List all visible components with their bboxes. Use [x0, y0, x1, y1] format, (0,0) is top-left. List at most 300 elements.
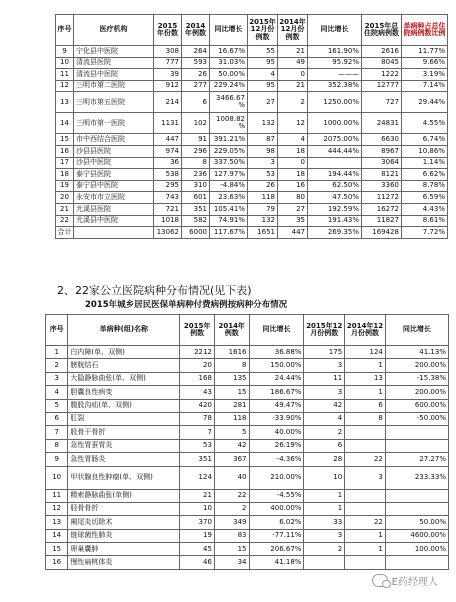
table-cell: 29.44% — [402, 92, 448, 113]
table-cell — [385, 502, 448, 515]
table-cell: 合计 — [56, 227, 74, 239]
table-cell: 7.72% — [402, 227, 448, 239]
table-cell: 8121 — [362, 169, 402, 181]
table-row — [46, 556, 449, 569]
table-cell: 91 — [182, 134, 210, 146]
table-cell: 50.00% — [210, 69, 248, 81]
header-cell: 同比增长 — [385, 315, 448, 346]
table-row — [56, 215, 448, 227]
table-cell: 2 — [278, 92, 308, 113]
table-cell: 19 — [56, 180, 74, 192]
hospital-stats-table — [55, 14, 448, 239]
table-cell — [304, 556, 345, 569]
header-cell: 2015年12月份例数 — [248, 15, 278, 46]
table-cell: 21 — [278, 80, 308, 92]
table-cell: 6 — [46, 412, 68, 425]
table-cell: 2212 — [180, 346, 215, 359]
table-cell: 1651 — [248, 227, 278, 239]
table-cell: -4.55% — [249, 489, 304, 502]
header-cell: 2015年总住院病例数 — [362, 15, 402, 46]
table-cell: 721 — [154, 203, 182, 215]
table-cell: 15 — [56, 134, 74, 146]
table-cell: 0 — [278, 69, 308, 81]
table-row — [46, 529, 449, 542]
table-row — [56, 145, 448, 157]
header-cell: 同比增长 — [249, 315, 304, 346]
table-cell: 41.18% — [249, 556, 304, 569]
table-cell: 9 — [56, 46, 74, 58]
table-cell: 22 — [56, 215, 74, 227]
table-cell: 13062 — [154, 227, 182, 239]
table-cell: 400.00% — [249, 502, 304, 515]
table-cell: 49 — [278, 57, 308, 69]
table-row — [46, 346, 449, 359]
table-cell: 229.05% — [210, 145, 248, 157]
table-cell: 16272 — [362, 203, 402, 215]
table-cell: 19 — [180, 529, 215, 542]
table-cell: 6.59% — [402, 192, 448, 204]
table-cell: 194.44% — [308, 169, 362, 181]
table-cell — [345, 502, 386, 515]
table-cell: 39 — [154, 69, 182, 81]
table-cell: 12 — [46, 502, 68, 515]
table-cell — [345, 439, 386, 452]
table-cell: 132 — [248, 215, 278, 227]
table-row — [46, 453, 449, 466]
table-cell: 1 — [345, 543, 386, 556]
table-cell: 62.50% — [308, 180, 362, 192]
table-cell: 447 — [278, 227, 308, 239]
table-cell: 1616 — [214, 346, 249, 359]
table-cell: 10 — [180, 502, 215, 515]
table-cell: 6 — [182, 92, 210, 113]
table-cell: 腹股沟疝(单、双侧) — [68, 399, 180, 412]
table-cell: 28 — [304, 453, 345, 466]
header-cell: 2014年例数 — [182, 15, 210, 46]
table-cell: 7 — [46, 426, 68, 439]
table-cell: 宁化县中医院 — [74, 46, 154, 58]
table-cell: 16 — [46, 556, 68, 569]
table-cell: 15 — [214, 386, 249, 399]
table-cell: 肛裂 — [68, 412, 180, 425]
table-title: 2015年城乡居民医保单病种付费病例按病种分布情况 — [85, 300, 288, 310]
table-cell: 8967 — [362, 145, 402, 157]
disease-distribution-table — [45, 314, 449, 570]
table-cell: 210.00% — [249, 466, 304, 489]
table-cell: 市中西结合医院 — [74, 134, 154, 146]
table-cell: 14 — [56, 113, 74, 134]
table-cell: 45 — [180, 543, 215, 556]
table-cell: 12777 — [362, 80, 402, 92]
table-cell: 22 — [214, 489, 249, 502]
table-cell — [385, 426, 448, 439]
table-cell: 11.77% — [402, 46, 448, 58]
header-cell: 2014年例数 — [214, 315, 249, 346]
table-cell: 5 — [214, 426, 249, 439]
table-cell: 21 — [278, 46, 308, 58]
table-cell: 20 — [180, 359, 215, 372]
table-cell: 117.67% — [210, 227, 248, 239]
table-cell: 277 — [182, 80, 210, 92]
table-cell: 泰宁县中医院 — [74, 180, 154, 192]
table-cell: -77.11% — [249, 529, 304, 542]
table-header-row — [56, 15, 448, 46]
table-cell: 308 — [154, 46, 182, 58]
table-cell: 4 — [304, 412, 345, 425]
table-row — [46, 386, 449, 399]
table-cell: 6.62% — [402, 169, 448, 181]
table-cell: 2 — [46, 359, 68, 372]
wechat-icon — [372, 574, 388, 587]
table-cell: 974 — [154, 145, 182, 157]
table-cell: 3 — [46, 372, 68, 385]
header-cell: 序号 — [56, 15, 74, 46]
table-cell: 352.38% — [308, 80, 362, 92]
table-cell: 391.21% — [210, 134, 248, 146]
table-cell: 21 — [56, 203, 74, 215]
table-cell: 15 — [46, 543, 68, 556]
table-cell: 47.50% — [308, 192, 362, 204]
table-cell: 泰宁县医院 — [74, 169, 154, 181]
table-cell: 50.00% — [385, 516, 448, 529]
table-cell: 105.41% — [210, 203, 248, 215]
table-cell: 26 — [182, 69, 210, 81]
table-cell — [74, 227, 154, 239]
table-cell: 46 — [180, 556, 215, 569]
table-cell: 337.50% — [210, 157, 248, 169]
table-cell: 1 — [304, 502, 345, 515]
table-cell: 12 — [278, 113, 308, 134]
table-cell: 79 — [248, 203, 278, 215]
table-cell: 233.33% — [385, 466, 448, 489]
table-cell: 2 — [304, 543, 345, 556]
table-cell: 精索静脉曲张(单侧) — [68, 489, 180, 502]
table-cell: ——— — [308, 69, 362, 81]
table-cell: 132 — [248, 113, 278, 134]
table-cell: 349 — [214, 516, 249, 529]
table-cell: 27 — [248, 92, 278, 113]
table-cell: 135 — [214, 372, 249, 385]
table-row — [56, 69, 448, 81]
table-cell: 8045 — [362, 57, 402, 69]
table-cell: 6.02% — [249, 516, 304, 529]
table-cell: 8 — [46, 439, 68, 452]
table-cell: 10 — [56, 57, 74, 69]
table-cell: 27.27% — [385, 453, 448, 466]
table-cell: 清流县中医院 — [74, 69, 154, 81]
table-cell: 胆囊良性病变 — [68, 386, 180, 399]
table-cell: 阑尾炎切除术 — [68, 516, 180, 529]
table-cell: -4.36% — [249, 453, 304, 466]
table-cell: 295 — [154, 180, 182, 192]
table-cell: 1 — [304, 489, 345, 502]
table-cell: 95.92% — [308, 57, 362, 69]
table-cell: 1000.00% — [308, 113, 362, 134]
table-cell: -33.90% — [249, 412, 304, 425]
table-cell: 3.19% — [402, 69, 448, 81]
table-cell: 3064 — [362, 157, 402, 169]
table-cell: 912 — [154, 80, 182, 92]
table-cell: 6 — [304, 439, 345, 452]
table-cell: 200.00% — [385, 386, 448, 399]
table-cell: 6.74% — [402, 134, 448, 146]
header-cell: 2014年12月份例数 — [278, 15, 308, 46]
table-cell: 78 — [180, 412, 215, 425]
table-cell: 236 — [182, 169, 210, 181]
table-cell: 538 — [154, 169, 182, 181]
table-cell: 95 — [248, 57, 278, 69]
table-cell: 200.00% — [385, 359, 448, 372]
table-cell: 727 — [362, 92, 402, 113]
table-cell: 1 — [345, 386, 386, 399]
table-cell: 74.91% — [210, 215, 248, 227]
table-cell: 777 — [154, 57, 182, 69]
section-heading: 2、22家公立医院病种分布情况(见下表) — [57, 284, 252, 297]
table-row — [46, 426, 449, 439]
table-cell: 150.00% — [249, 359, 304, 372]
watermark-text: E药经理人 — [391, 577, 438, 588]
table-cell: 三明市第五医院 — [74, 92, 154, 113]
table-cell: 351 — [180, 453, 215, 466]
table-cell: 601 — [182, 192, 210, 204]
table-cell: 急性胃肠炎 — [68, 453, 180, 466]
table-cell: 49.47% — [249, 399, 304, 412]
table-cell: 3 — [304, 359, 345, 372]
table-cell: 35 — [278, 215, 308, 227]
watermark — [372, 573, 438, 588]
table-cell: 12 — [56, 80, 74, 92]
table-cell: 2075.00% — [308, 134, 362, 146]
table-cell — [308, 157, 362, 169]
table-cell: 31.03% — [210, 57, 248, 69]
table-cell: 214 — [154, 92, 182, 113]
table-cell: 40 — [214, 466, 249, 489]
table-cell: 26.19% — [249, 439, 304, 452]
table-row — [46, 439, 449, 452]
table-cell: 13 — [56, 92, 74, 113]
table-cell: 1250.00% — [308, 92, 362, 113]
table-cell: 2 — [214, 502, 249, 515]
table-row — [46, 489, 449, 502]
table-cell: 3360 — [362, 180, 402, 192]
table-cell: 53 — [180, 439, 215, 452]
table-cell: 6 — [345, 399, 386, 412]
table-row — [46, 412, 449, 425]
table-cell: 36.88% — [249, 346, 304, 359]
table-row — [56, 180, 448, 192]
table-cell: 胫骨骨折 — [68, 502, 180, 515]
table-cell: 168 — [180, 372, 215, 385]
table-row — [56, 92, 448, 113]
table-cell: 351 — [182, 203, 210, 215]
table-cell: 42 — [214, 439, 249, 452]
table-cell: 沙县县医院 — [74, 145, 154, 157]
table-cell: 22 — [345, 453, 386, 466]
table-cell: 34 — [214, 556, 249, 569]
table-cell: 14 — [46, 529, 68, 542]
table-cell: 370 — [180, 516, 215, 529]
table-cell: 1131 — [154, 113, 182, 134]
table-cell: 13 — [345, 372, 386, 385]
table-cell: 7.14% — [402, 80, 448, 92]
table-cell: 8.61% — [402, 215, 448, 227]
table-cell: 743 — [154, 192, 182, 204]
table-cell: -15.38% — [385, 372, 448, 385]
table-cell: 卵巢囊肿 — [68, 543, 180, 556]
table-cell: 23.63% — [210, 192, 248, 204]
table-cell: 三明市第二医院 — [74, 80, 154, 92]
table-cell: 5 — [46, 399, 68, 412]
header-cell: 单病种占总住院病例数比例 — [402, 15, 448, 46]
table-cell: 367 — [214, 453, 249, 466]
table-cell: 16.67% — [210, 46, 248, 58]
table-cell: 206.67% — [249, 543, 304, 556]
table-cell — [385, 439, 448, 452]
table-cell: 1 — [345, 359, 386, 372]
table-cell: 27 — [278, 203, 308, 215]
table-cell: 白内障(单、双侧) — [68, 346, 180, 359]
table-cell — [345, 556, 386, 569]
table-cell: 10 — [304, 466, 345, 489]
table-cell: -4.84% — [210, 180, 248, 192]
table-cell: 33 — [304, 516, 345, 529]
table-cell: 22 — [345, 516, 386, 529]
table-cell: 191.43% — [308, 215, 362, 227]
table-row — [46, 359, 449, 372]
table-cell: 20 — [56, 192, 74, 204]
header-cell: 2014年12月份例数 — [345, 315, 386, 346]
table-cell: 127.97% — [210, 169, 248, 181]
table-cell: 股骨干骨折 — [68, 426, 180, 439]
header-cell: 医疗机构 — [74, 15, 154, 46]
header-cell: 单病种(组)名称 — [68, 315, 180, 346]
table-cell: 102 — [182, 113, 210, 134]
table-row — [46, 516, 449, 529]
table-cell: 1.14% — [402, 157, 448, 169]
table-cell: 310 — [182, 180, 210, 192]
table-cell: 420 — [180, 399, 215, 412]
table-cell: 24.44% — [249, 372, 304, 385]
table-row — [56, 46, 448, 58]
table-cell: 8.78% — [402, 180, 448, 192]
header-cell: 2015年份数 — [154, 15, 182, 46]
table-cell: 24831 — [362, 113, 402, 134]
table-cell: 2616 — [362, 46, 402, 58]
table-cell — [385, 489, 448, 502]
table-cell: 186.67% — [249, 386, 304, 399]
table-cell: 10 — [46, 466, 68, 489]
table-cell: 98 — [248, 145, 278, 157]
table-cell: 118 — [248, 192, 278, 204]
table-cell: 3 — [304, 386, 345, 399]
table-cell: 40.00% — [249, 426, 304, 439]
table-cell: 169428 — [362, 227, 402, 239]
table-cell: 41.13% — [385, 346, 448, 359]
table-cell: 膀胱结石 — [68, 359, 180, 372]
table-cell: 4.43% — [402, 203, 448, 215]
table-cell: 1 — [46, 346, 68, 359]
table-cell: 281 — [214, 399, 249, 412]
table-cell: 192.59% — [308, 203, 362, 215]
table-cell: 链球菌性肺炎 — [68, 529, 180, 542]
header-cell: 序号 — [46, 315, 68, 346]
table-cell: 36 — [154, 157, 182, 169]
table-cell: 55 — [248, 46, 278, 58]
table-cell: 42 — [304, 399, 345, 412]
table-cell: 三明市第一医院 — [74, 113, 154, 134]
table-row — [46, 372, 449, 385]
table-cell: 11 — [56, 69, 74, 81]
table-cell: 慢性扁桃体炎 — [68, 556, 180, 569]
table-cell: 11 — [304, 372, 345, 385]
table-cell: 4600.00% — [385, 529, 448, 542]
table-cell: 1 — [345, 529, 386, 542]
table-cell: 80 — [278, 192, 308, 204]
table-cell: 清流县医院 — [74, 57, 154, 69]
table-row — [46, 399, 449, 412]
table-cell: 尤溪县中医院 — [74, 215, 154, 227]
table-cell: 0 — [278, 157, 308, 169]
table-cell: 3 — [345, 466, 386, 489]
table-cell — [345, 426, 386, 439]
table-cell: 13 — [46, 516, 68, 529]
table-cell: 229.24% — [210, 80, 248, 92]
table-cell: 沙县中医院 — [74, 157, 154, 169]
table-cell: 1018 — [154, 215, 182, 227]
table-header-row — [46, 315, 449, 346]
table-cell: 175 — [304, 346, 345, 359]
table-cell: 87 — [248, 134, 278, 146]
table-cell: 6000 — [182, 227, 210, 239]
table-cell: 急性胃蚕胃炎 — [68, 439, 180, 452]
table-cell: 11827 — [362, 215, 402, 227]
header-cell: 2015年12月份例数 — [304, 315, 345, 346]
table-cell: 18 — [278, 169, 308, 181]
table-cell: 4 — [46, 386, 68, 399]
table-row — [46, 502, 449, 515]
table-cell: 15 — [214, 543, 249, 556]
table-cell: 大隐静脉曲张(单、双侧) — [68, 372, 180, 385]
table-cell: 17 — [56, 157, 74, 169]
table-cell: 6630 — [362, 134, 402, 146]
table-cell: 95 — [248, 80, 278, 92]
table-row — [46, 466, 449, 489]
table-cell: 11 — [46, 489, 68, 502]
table-cell: 11272 — [362, 192, 402, 204]
header-cell: 2015年例数 — [180, 315, 215, 346]
table-row — [56, 203, 448, 215]
table-cell: -50.00% — [385, 412, 448, 425]
table-row — [46, 543, 449, 556]
table-cell: 7 — [180, 426, 215, 439]
table-cell: 16 — [278, 180, 308, 192]
table-cell: 3466.67 % — [210, 92, 248, 113]
table-cell: 4 — [278, 134, 308, 146]
table-cell: 43 — [180, 386, 215, 399]
header-cell: 同比增长 — [308, 15, 362, 46]
table-cell: 264 — [182, 46, 210, 58]
table-cell: 甲状腺良性肿瘤(单、双侧) — [68, 466, 180, 489]
table-cell: 582 — [182, 215, 210, 227]
table-cell: 16 — [56, 145, 74, 157]
table-cell: 26 — [248, 180, 278, 192]
table-cell: 100.00% — [385, 543, 448, 556]
table-row — [56, 113, 448, 134]
table-cell — [345, 489, 386, 502]
table-cell: 447 — [154, 134, 182, 146]
table-row — [56, 157, 448, 169]
table-cell: 1222 — [362, 69, 402, 81]
